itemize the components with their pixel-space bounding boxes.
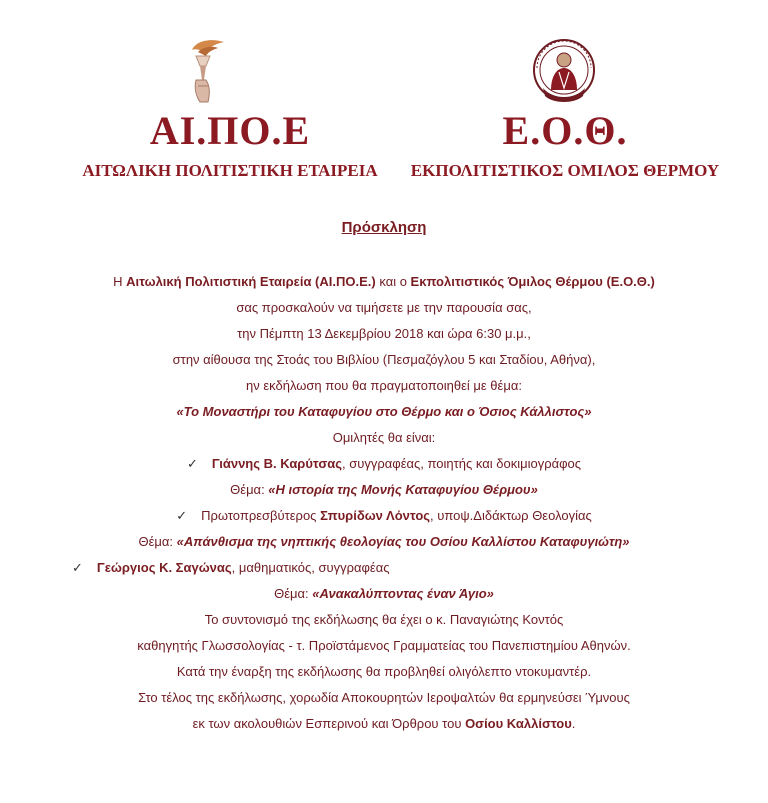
topic-label: Θέμα: xyxy=(138,534,177,549)
speakers-heading: Ομιλητές θα είναι: xyxy=(332,430,436,445)
speaker-2 xyxy=(0,508,768,524)
speaker-desc: , συγγραφέας, ποιητής και δοκιμιογράφος xyxy=(342,456,582,471)
speaker-name: Γεώργιος Κ. Σαγώνας xyxy=(96,560,232,575)
date-line: την Πέμπτη 13 Δεκεμβρίου 2018 και ώρα 6:30 μ.μ., xyxy=(237,326,531,341)
speaker-3 xyxy=(72,560,672,576)
letterhead xyxy=(0,0,768,200)
seal-saint-icon xyxy=(529,38,599,106)
topic-text: «Απάνθισμα της νηπτικής θεολογίας του Οσίου Καλλίστου Καταφυγιώτη» xyxy=(176,534,630,549)
event-theme xyxy=(0,404,768,419)
invitation-line: σας προσκαλούν να τιμήσετε με την παρουσία σας, xyxy=(236,300,532,315)
speaker-name: Γιάννης Β. Καρύτσας xyxy=(211,456,343,471)
saint-name: Οσίου Καλλίστου xyxy=(465,716,572,731)
closing-line xyxy=(0,716,768,731)
page-title: Πρόσκληση xyxy=(341,219,427,236)
text-fragment: και ο xyxy=(375,274,411,289)
speaker-desc: , μαθηματικός, συγγραφέας xyxy=(231,560,390,575)
coordinator-line: Το συντονισμό της εκδήλωσης θα έχει ο κ. Παναγιώτης Κοντός xyxy=(204,612,564,627)
org-name-bold: Εκπολιτιστικός Όμιλος Θέρμου (Ε.Ο.Θ.) xyxy=(410,274,655,289)
speaker-2-topic xyxy=(0,534,768,549)
speaker-1-topic xyxy=(0,482,768,497)
check-icon: ✓ xyxy=(72,560,83,575)
coordinator-title-line: καθηγητής Γλωσσολογίας - τ. Προϊστάμενος Γραμματείας του Πανεπιστημίου Αθηνών. xyxy=(137,638,631,653)
invitation-line xyxy=(0,274,768,289)
speaker-desc: , υποψ.Διδάκτωρ Θεολογίας xyxy=(430,508,592,523)
org-right-abbr: Ε.Ο.Θ. xyxy=(502,108,628,153)
speaker-name: Σπυρίδων Λόντος xyxy=(320,508,431,523)
org-name-bold: Αιτωλική Πολιτιστική Εταιρεία (ΑΙ.ΠΟ.Ε.) xyxy=(126,274,376,289)
speaker-title: Πρωτοπρεσβύτερος xyxy=(201,508,321,523)
speaker-1 xyxy=(0,456,768,472)
topic-label: Θέμα: xyxy=(274,586,313,601)
text-fragment: Η xyxy=(113,274,127,289)
topic-text: «Η ιστορία της Μονής Καταφυγίου Θέρμου» xyxy=(268,482,538,497)
text-fragment: . xyxy=(571,716,576,731)
text-fragment: εκ των ακολουθιών Εσπερινού και Όρθρου του xyxy=(192,716,466,731)
torch-icon xyxy=(178,36,228,104)
speaker-3-topic xyxy=(0,586,768,601)
check-icon: ✓ xyxy=(176,508,188,523)
event-theme-text: «Το Μοναστήρι του Καταφυγίου στο Θέρμο και ο Όσιος Κάλλιστος» xyxy=(176,404,592,419)
topic-label: Θέμα: xyxy=(230,482,269,497)
check-icon: ✓ xyxy=(186,456,198,471)
venue-line: στην αίθουσα της Στοάς του Βιβλίου (Πεσμαζόγλου 5 και Σταδίου, Αθήνα), xyxy=(172,352,596,367)
choir-line: Στο τέλος της εκδήλωσης, χορωδία Αποκουρητών Ιεροψαλτών θα ερμηνεύσει Ύμνους xyxy=(138,690,630,705)
topic-text: «Ανακαλύπτοντας έναν Άγιο» xyxy=(312,586,494,601)
org-right-fullname: ΕΚΠΟΛΙΤΙΣΤΙΚΟΣ ΟΜΙΛΟΣ ΘΕΡΜΟΥ xyxy=(410,161,720,180)
invitation-line: ην εκδήλωση που θα πραγματοποιηθεί με θέμα: xyxy=(246,378,522,393)
org-left-fullname: ΑΙΤΩΛΙΚΗ ΠΟΛΙΤΙΣΤΙΚΗ ΕΤΑΙΡΕΙΑ xyxy=(82,161,378,180)
documentary-line: Κατά την έναρξη της εκδήλωσης θα προβληθεί ολιγόλεπτο ντοκυμαντέρ. xyxy=(176,664,592,679)
org-left-abbr: ΑΙ.ΠΟ.Ε xyxy=(149,108,311,153)
